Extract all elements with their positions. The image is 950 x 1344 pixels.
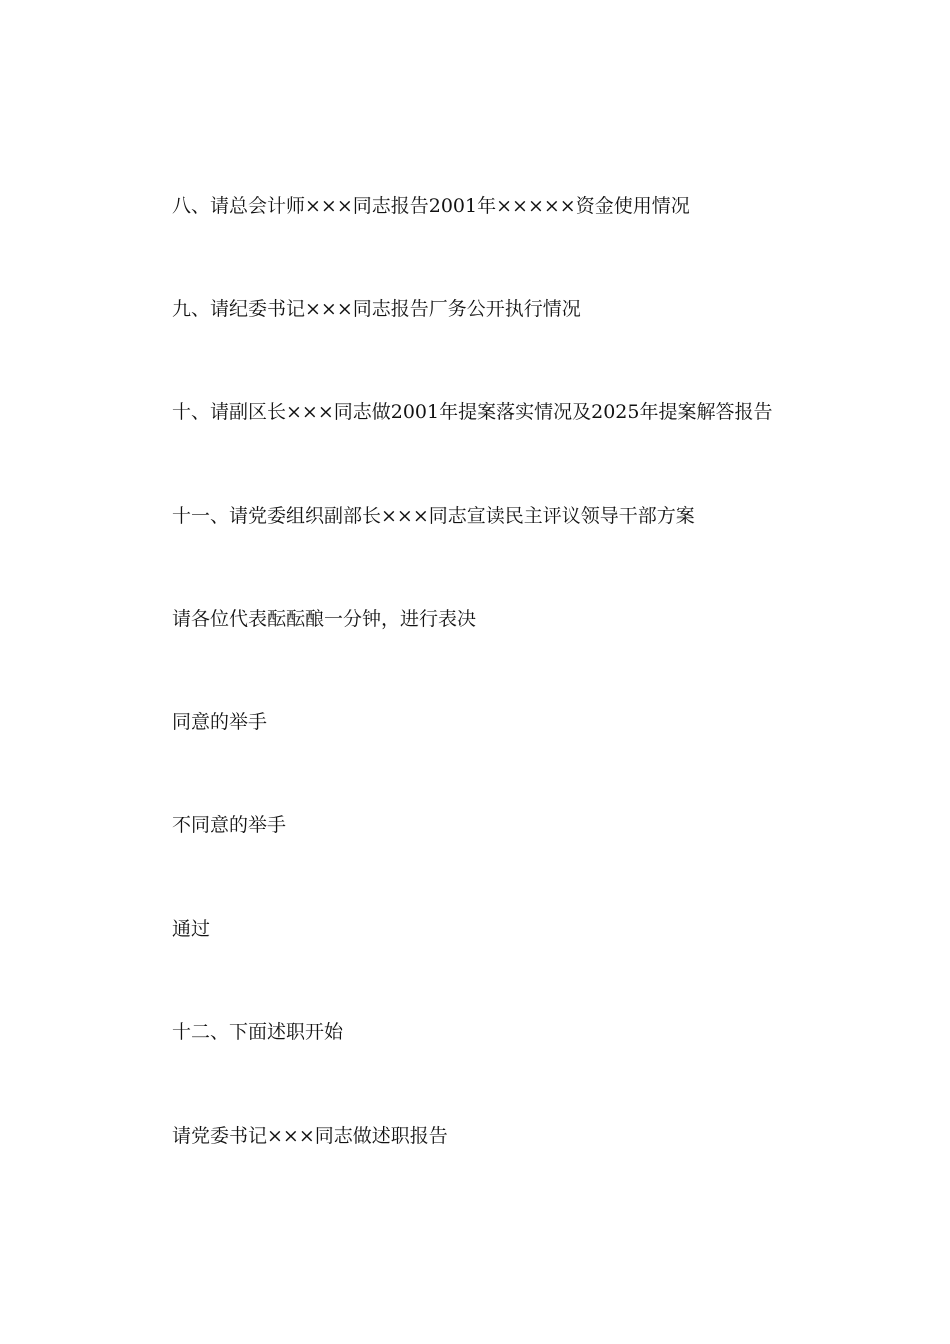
item-ten-proposal-report: 十、请副区长×××同志做2001年提案落实情况及2025年提案解答报告 <box>172 401 773 423</box>
vote-disagree: 不同意的举手 <box>172 814 287 836</box>
vote-passed: 通过 <box>172 918 211 940</box>
vote-instruction: 请各位代表酝酝酿一分钟，进行表决 <box>172 608 477 630</box>
item-twelve-reports-begin: 十二、下面述职开始 <box>172 1021 344 1043</box>
vote-agree: 同意的举手 <box>172 711 268 733</box>
item-eleven-evaluation-plan: 十一、请党委组织副部长×××同志宣读民主评议领导干部方案 <box>172 505 695 527</box>
secretary-report-request: 请党委书记×××同志做述职报告 <box>172 1125 448 1147</box>
item-eight-accountant-report: 八、请总会计师×××同志报告2001年×××××资金使用情况 <box>172 195 690 217</box>
item-nine-discipline-report: 九、请纪委书记×××同志报告厂务公开执行情况 <box>172 298 581 320</box>
